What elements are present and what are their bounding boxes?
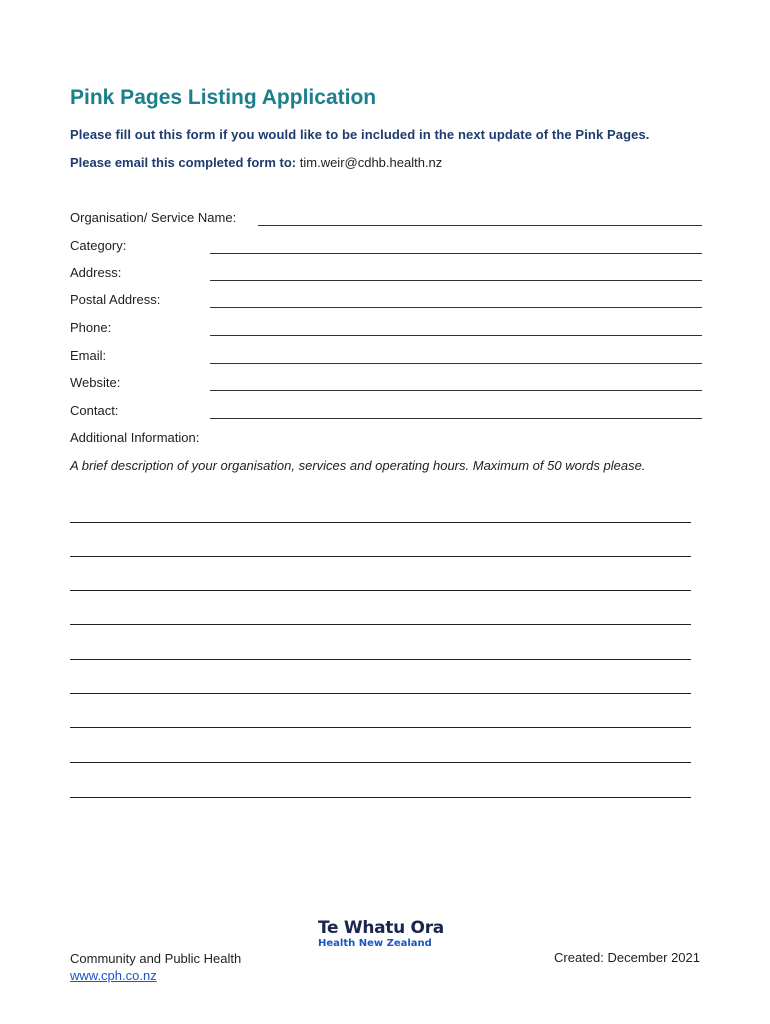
address-label: Address: — [70, 265, 122, 280]
submit-instructions — [70, 155, 442, 170]
email-line[interactable] — [210, 363, 702, 364]
website-label: Website: — [70, 375, 121, 390]
writing-line[interactable] — [70, 590, 691, 591]
contact-line[interactable] — [210, 418, 702, 419]
website-field[interactable] — [70, 375, 702, 393]
phone-field[interactable] — [70, 320, 702, 338]
writing-line[interactable] — [70, 762, 691, 763]
organisation-line[interactable] — [258, 225, 702, 226]
postal-address-field[interactable] — [70, 292, 702, 310]
category-label: Category: — [70, 238, 127, 253]
postal-address-label: Postal Address: — [70, 292, 161, 307]
contact-label: Contact: — [70, 403, 119, 418]
writing-line[interactable] — [70, 659, 691, 660]
logo-name: Te Whatu Ora — [318, 918, 444, 938]
email-field[interactable] — [70, 348, 702, 366]
organisation-label: Organisation/ Service Name: — [70, 210, 237, 225]
email-instruction-label: Please email this completed form to: — [70, 155, 297, 170]
writing-line[interactable] — [70, 797, 691, 798]
contact-field[interactable] — [70, 403, 702, 421]
page-title: Pink Pages Listing Application — [70, 86, 377, 109]
writing-line[interactable] — [70, 556, 691, 557]
additional-info-label: Additional Information: — [70, 430, 200, 445]
phone-line[interactable] — [210, 335, 702, 336]
address-line[interactable] — [210, 280, 702, 281]
submit-email: tim.weir@cdhb.health.nz — [299, 155, 443, 170]
category-field[interactable] — [70, 238, 702, 256]
organisation-field[interactable] — [70, 210, 702, 228]
footer-website-link[interactable]: www.cph.co.nz — [70, 968, 157, 983]
category-line[interactable] — [210, 253, 702, 254]
additional-info-description: A brief description of your organisation, services and operating hours. Maximum of 50 words please. — [70, 458, 646, 473]
te-whatu-ora-logo — [318, 918, 444, 950]
footer-created-date: Created: December 2021 — [554, 950, 700, 965]
intro-text: Please fill out this form if you would like to be included in the next update of the Pink Pages. — [70, 127, 650, 142]
writing-line[interactable] — [70, 693, 691, 694]
footer-org-name: Community and Public Health — [70, 951, 242, 966]
logo-subtitle: Health New Zealand — [318, 938, 432, 949]
phone-label: Phone: — [70, 320, 112, 335]
writing-line[interactable] — [70, 522, 691, 523]
email-label: Email: — [70, 348, 107, 363]
postal-address-line[interactable] — [210, 307, 702, 308]
website-line[interactable] — [210, 390, 702, 391]
writing-line[interactable] — [70, 727, 691, 728]
footer-org-block — [70, 950, 241, 984]
address-field[interactable] — [70, 265, 702, 283]
writing-line[interactable] — [70, 624, 691, 625]
